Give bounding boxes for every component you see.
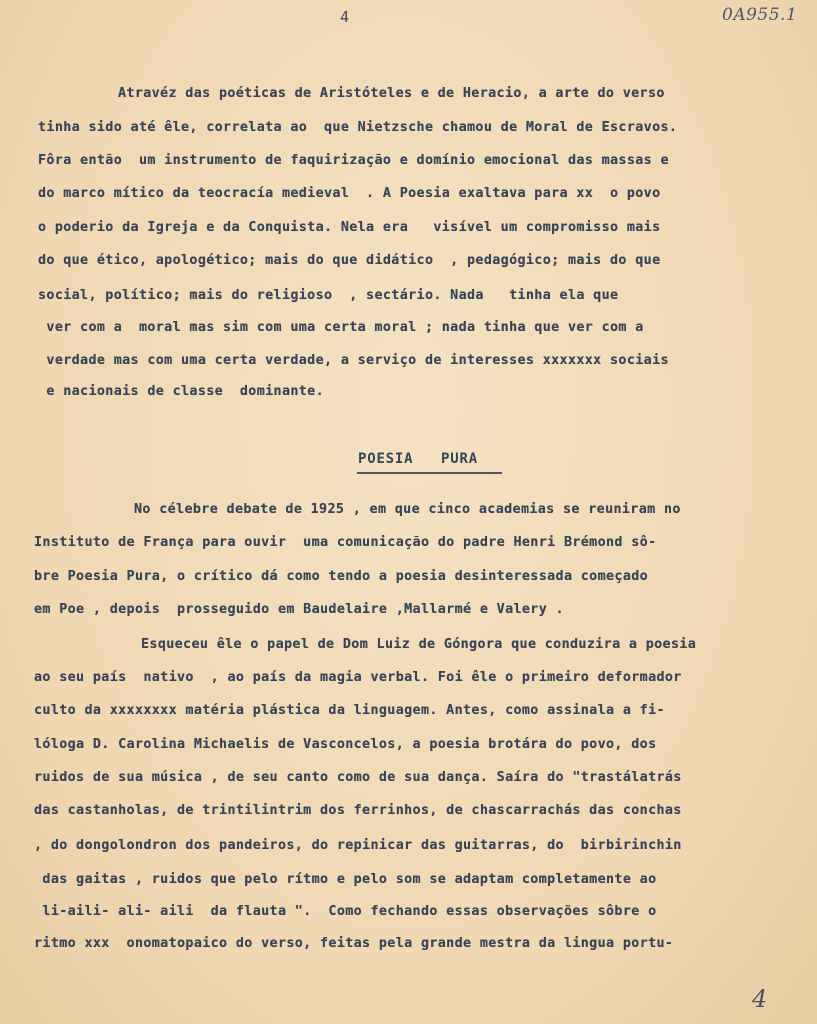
text-line: lóloga D. Carolina Michaelis de Vasconcelos, a poesia brotára do povo, dos [34, 737, 657, 752]
handwritten-page-number: 4 [752, 985, 768, 1013]
text-line: Esqueceu êle o papel de Dom Luiz de Góngora que conduzira a poesia [141, 637, 697, 652]
text-line: culto da xxxxxxxx matéria plástica da linguagem. Antes, como assinala a fi- [34, 703, 665, 718]
text-line: ver com a moral mas sim com uma certa moral ; nada tinha que ver com a [38, 320, 644, 335]
text-line: em Poe , depois prosseguido em Baudelaire ,Mallarmé e Valery . [34, 602, 564, 617]
text-line: e nacionais de classe dominante. [38, 384, 325, 399]
section-title-underline [357, 472, 502, 474]
text-line: Instituto de França para ouvir uma comunicação do padre Henri Brémond sô- [34, 535, 657, 550]
text-line: verdade mas com uma certa verdade, a serviço de interesses xxxxxxx sociais [38, 353, 669, 368]
text-line: tinha sido até êle, correlata ao que Nietzsche chamou de Moral de Escravos. [38, 120, 678, 135]
text-line: ritmo xxx onomatopaico do verso, feitas pela grande mestra da lingua portu- [34, 936, 674, 951]
text-line: ruidos de sua música , de seu canto como de sua dança. Saíra do "trastálatrás [34, 770, 682, 785]
text-line: No célebre debate de 1925 , em que cinco academias se reuniram no [134, 502, 681, 517]
text-line: das castanholas, de trintilintrim dos ferrinhos, de chascarrachás das conchas [34, 803, 682, 818]
page-number: 4 [340, 8, 350, 26]
text-line: das gaitas , ruidos que pelo rítmo e pelo som se adaptam completamente ao [34, 872, 657, 887]
text-line: bre Poesia Pura, o crítico dá como tendo a poesia desinteressada começado [34, 569, 649, 584]
text-line: do que ético, apologético; mais do que didático , pedagógico; mais do que [38, 253, 661, 268]
text-line: Atravéz das poéticas de Aristóteles e de Heracio, a arte do verso [118, 86, 665, 101]
text-line: social, político; mais do religioso , sectário. Nada tinha ela que [38, 288, 619, 303]
text-line: Fôra então um instrumento de faquirização e domínio emocional das massas e [38, 153, 669, 168]
text-line: o poderio da Igreja e da Conquista. Nela era visível um compromisso mais [38, 220, 661, 235]
archive-code: 0A955.1 [722, 5, 798, 25]
text-line: li-aili- ali- aili da flauta ". Como fechando essas observações sôbre o [34, 904, 657, 919]
text-line: , do dongolondron dos pandeiros, do repinicar das guitarras, do birbirinchin [34, 838, 682, 853]
text-line: ao seu país nativo , ao país da magia verbal. Foi êle o primeiro deformador [34, 670, 682, 685]
section-title: POESIA PURA [358, 451, 478, 467]
text-line: do marco mítico da teocracía medieval . A Poesia exaltava para xx o povo [38, 186, 661, 201]
